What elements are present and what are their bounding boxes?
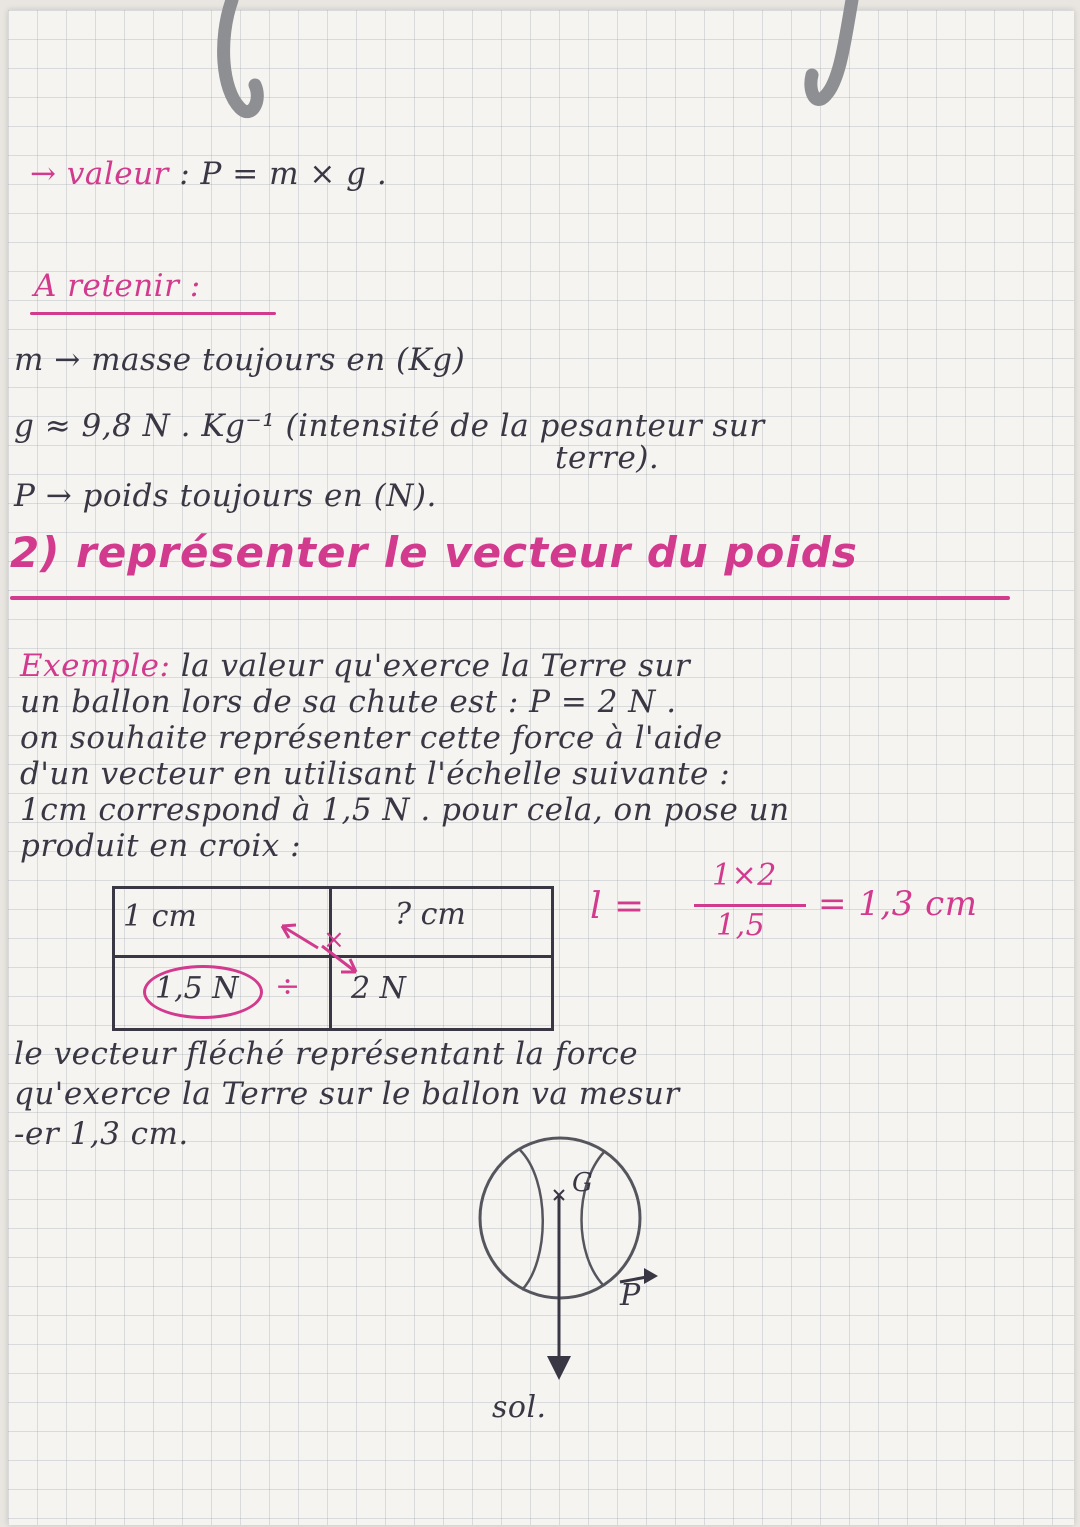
conclusion-line-1: le vecteur fléché représentant la force: [14, 1036, 639, 1072]
table-cell-top-left: 1 cm: [123, 899, 197, 934]
example-line-6: produit en croix :: [20, 828, 302, 864]
example-line-2: un ballon lors de sa chute est : P = 2 N .: [20, 684, 677, 720]
retenir-heading: A retenir :: [34, 268, 201, 304]
divide-symbol: ÷: [275, 969, 301, 1004]
example-text-1: la valeur qu'exerce la Terre sur: [180, 648, 691, 684]
table-cell-bottom-right: 2 N: [351, 971, 406, 1006]
retenir-line-4: P → poids toujours en (N).: [14, 478, 437, 514]
formula-prefix: → valeur: [30, 156, 169, 192]
example-label: Exemple:: [20, 648, 171, 684]
example-line-4: d'un vecteur en utilisant l'échelle suivante :: [20, 756, 731, 792]
table-cell-top-right: ? cm: [395, 897, 466, 932]
retenir-line-3: terre).: [555, 440, 660, 476]
table-cell-bottom-left: 1,5 N: [155, 971, 239, 1006]
example-line-5: 1cm correspond à 1,5 N . pour cela, on pose un: [20, 792, 790, 828]
calc-denominator: 1,5: [716, 908, 766, 943]
calc-numerator: 1×2: [712, 858, 777, 893]
calc-result: = 1,3 cm: [818, 884, 978, 924]
retenir-line-2: g ≈ 9,8 N . Kg⁻¹ (intensité de la pesanteur sur: [14, 408, 765, 444]
times-symbol: ×: [323, 925, 345, 955]
calc-lhs: l =: [590, 886, 645, 927]
section-title: 2) représenter le vecteur du poids: [10, 528, 858, 577]
example-line-3: on souhaite représenter cette force à l'aide: [20, 720, 723, 756]
ground-label: sol.: [492, 1390, 547, 1425]
center-label: G: [572, 1168, 594, 1198]
conclusion-line-2: qu'exerce la Terre sur le ballon va mesur: [14, 1076, 680, 1112]
weight-vector-head: [547, 1356, 571, 1380]
conclusion-line-3: -er 1,3 cm.: [14, 1116, 189, 1152]
formula-text: : P = m × g .: [179, 156, 388, 192]
vector-label-arrowhead: [644, 1268, 658, 1284]
retenir-line-1: m → masse toujours en (Kg): [14, 342, 466, 378]
vector-label: P: [620, 1278, 641, 1313]
ball-seam-left: [520, 1150, 543, 1290]
